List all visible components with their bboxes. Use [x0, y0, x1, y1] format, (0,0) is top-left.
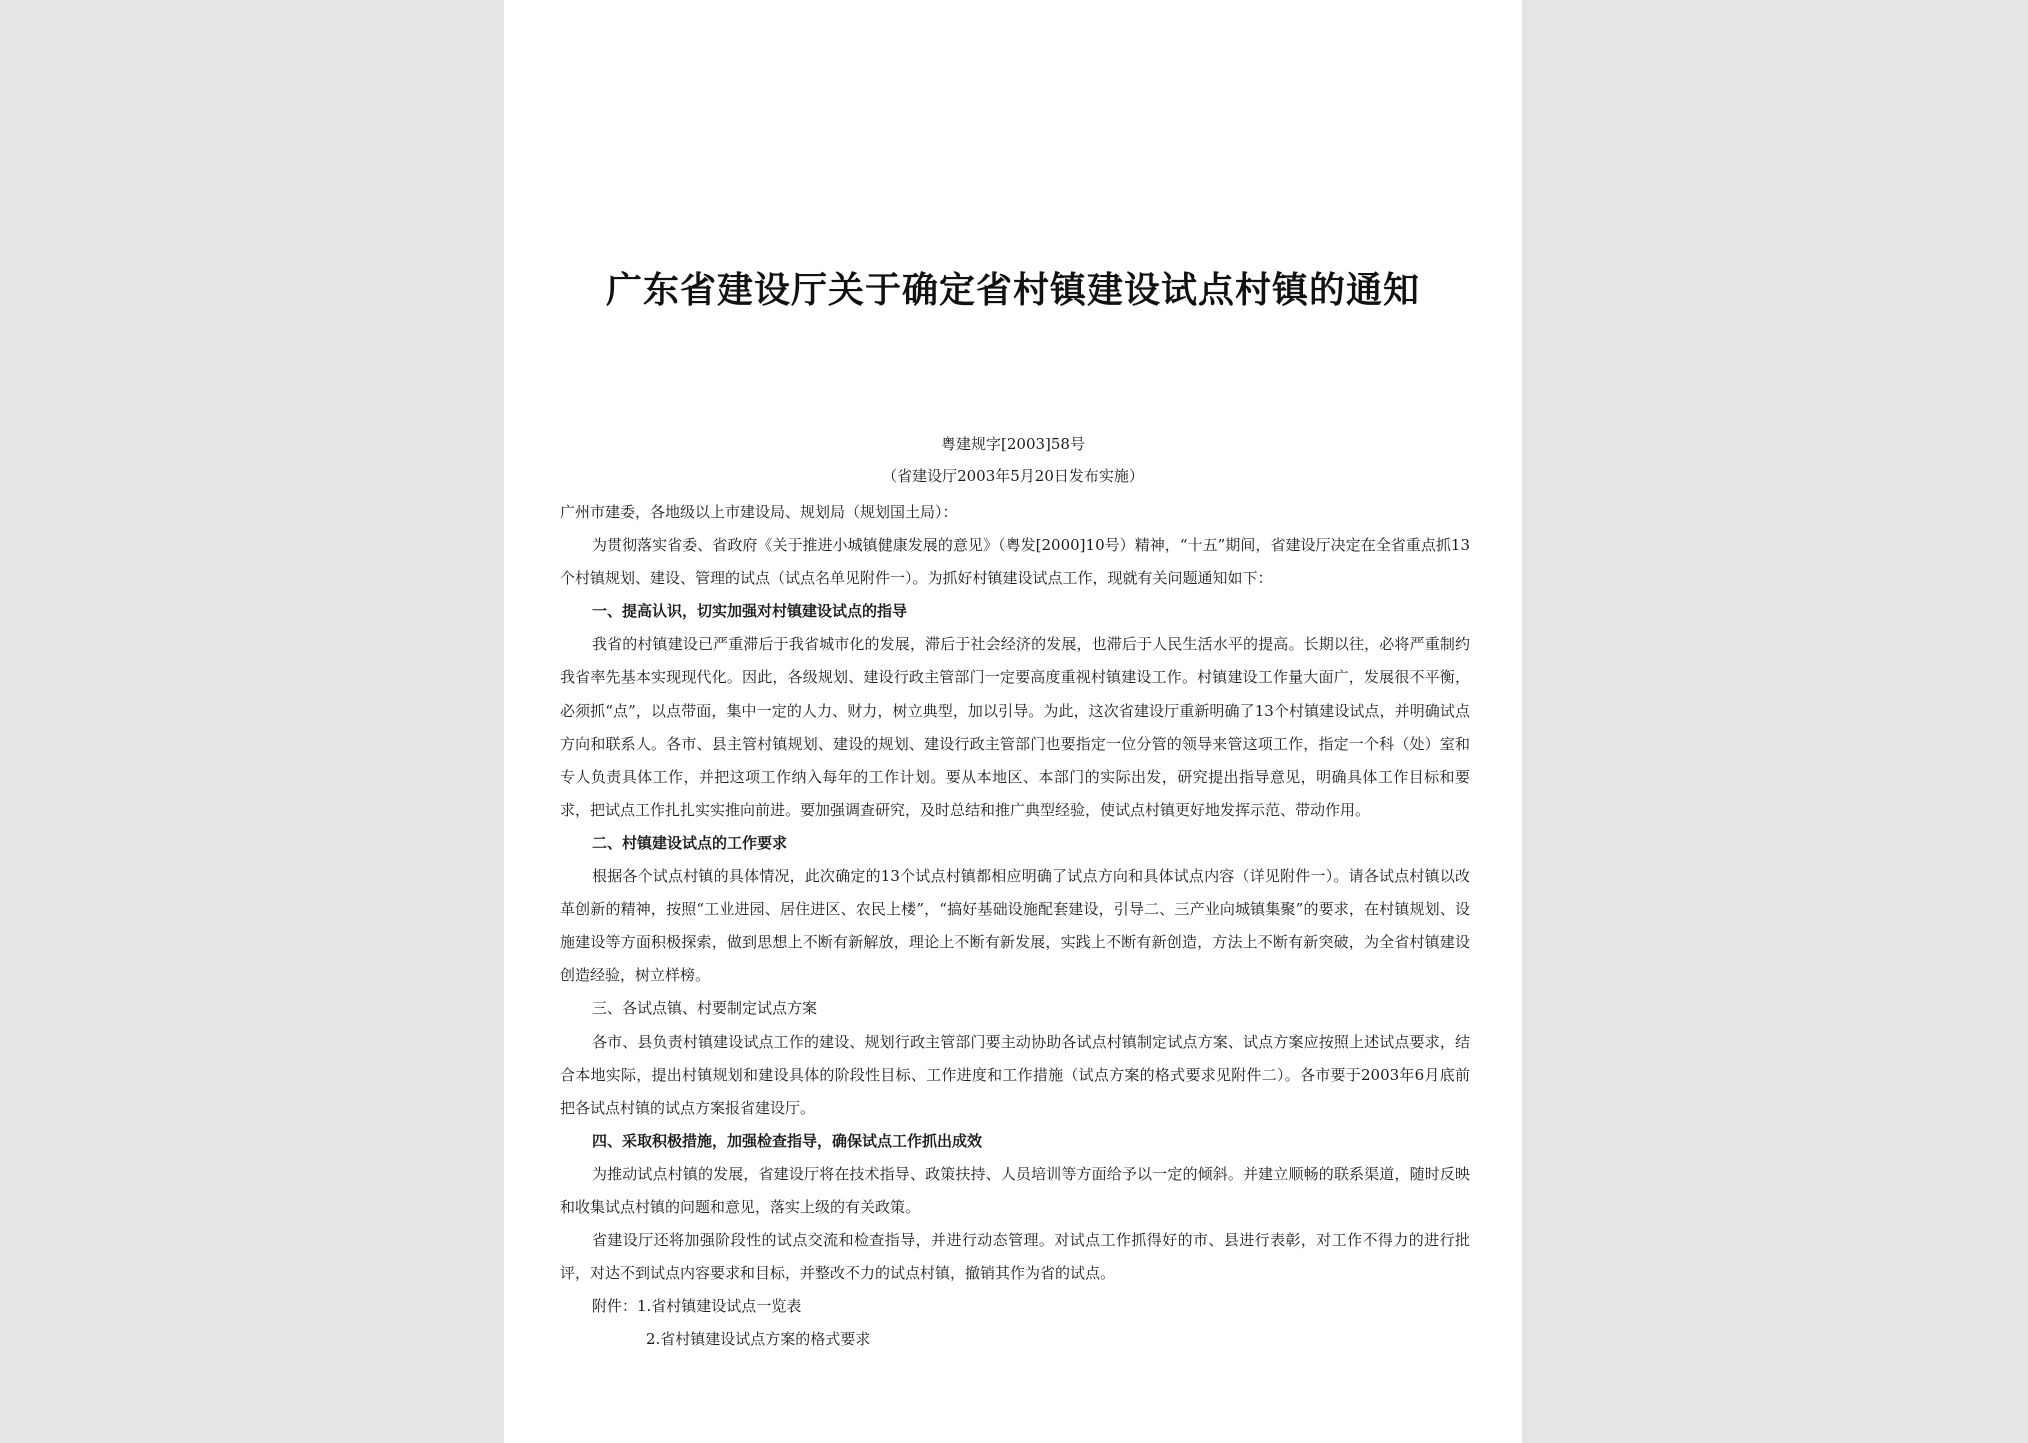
document-body — [560, 496, 1470, 1356]
document-page — [504, 0, 1522, 1443]
attachment-item-2: 2.省村镇建设试点方案的格式要求 — [646, 1330, 871, 1349]
section-heading-4: 四、采取积极措施，加强检查指导，确保试点工作抓出成效 — [592, 1131, 983, 1150]
intro-paragraph: 为贯彻落实省委、省政府《关于推进小城镇健康发展的意见》（粤发[2000]10号）精神，“十五”期间，省建设厅决定在全省重点抓13个村镇规划、建设、管理的试点（试点名单见附件一）。为抓好村镇建设试点工作，现就有关问题通知如下： — [560, 536, 1470, 588]
attachment-item-1: 附件：1.省村镇建设试点一览表 — [592, 1297, 802, 1316]
section-4-paragraph-2: 省建设厅还将加强阶段性的试点交流和检查指导，并进行动态管理。对试点工作抓得好的市、县进行表彰，对工作不得力的进行批评，对达不到试点内容要求和目标，并整改不力的试点村镇，撤销其作为省的试点。 — [560, 1231, 1470, 1283]
issued-note: （省建设厅2003年5月20日发布实施） — [882, 467, 1144, 485]
document-title: 广东省建设厅关于确定省村镇建设试点村镇的通知 — [605, 270, 1420, 311]
section-2-paragraph: 根据各个试点村镇的具体情况，此次确定的13个试点村镇都相应明确了试点方向和具体试点内容（详见附件一）。请各试点村镇以改革创新的精神，按照“工业进园、居住进区、农民上楼”，“搞好基础设施配套建设，引导二、三产业向城镇集聚”的要求，在村镇规划、设施建设等方面积极探索，做到思想上不断有新解放，理论上不断有新发展，实践上不断有新创造，方法上不断有新突破，为全省村镇建设创造经验，树立样榜。 — [560, 867, 1470, 985]
section-1-paragraph: 我省的村镇建设已严重滞后于我省城市化的发展，滞后于社会经济的发展，也滞后于人民生活水平的提高。长期以往，必将严重制约我省率先基本实现现代化。因此，各级规划、建设行政主管部门一定要高度重视村镇建设工作。村镇建设工作量大面广，发展很不平衡，必须抓“点”，以点带面，集中一定的人力、财力，树立典型，加以引导。为此，这次省建设厅重新明确了13个村镇建设试点，并明确试点方向和联系人。各市、县主管村镇规划、建设的规划、建设行政主管部门也要指定一位分管的领导来管这项工作，指定一个科（处）室和专人负责具体工作，并把这项工作纳入每年的工作计划。要从本地区、本部门的实际出发，研究提出指导意见，明确具体工作目标和要求，把试点工作扎扎实实推向前进。要加强调查研究，及时总结和推广典型经验，使试点村镇更好地发挥示范、带动作用。 — [560, 635, 1470, 819]
addressee: 广州市建委，各地级以上市建设局、规划局（规划国土局）： — [560, 503, 958, 521]
section-heading-1: 一、提高认识，切实加强对村镇建设试点的指导 — [592, 602, 908, 621]
section-heading-3: 三、各试点镇、村要制定试点方案 — [592, 999, 818, 1018]
section-3-paragraph: 各市、县负责村镇建设试点工作的建设、规划行政主管部门要主动协助各试点村镇制定试点方案、试点方案应按照上述试点要求，结合本地实际，提出村镇规划和建设具体的阶段性目标、工作进度和工作措施（试点方案的格式要求见附件二）。各市要于2003年6月底前把各试点村镇的试点方案报省建设厅。 — [560, 1032, 1470, 1117]
section-heading-2: 二、村镇建设试点的工作要求 — [592, 833, 788, 852]
section-4-paragraph-1: 为推动试点村镇的发展，省建设厅将在技术指导、政策扶持、人员培训等方面给予以一定的倾斜。并建立顺畅的联系渠道，随时反映和收集试点村镇的问题和意见，落实上级的有关政策。 — [560, 1164, 1470, 1216]
document-number: 粤建规字[2003]58号 — [941, 435, 1085, 453]
